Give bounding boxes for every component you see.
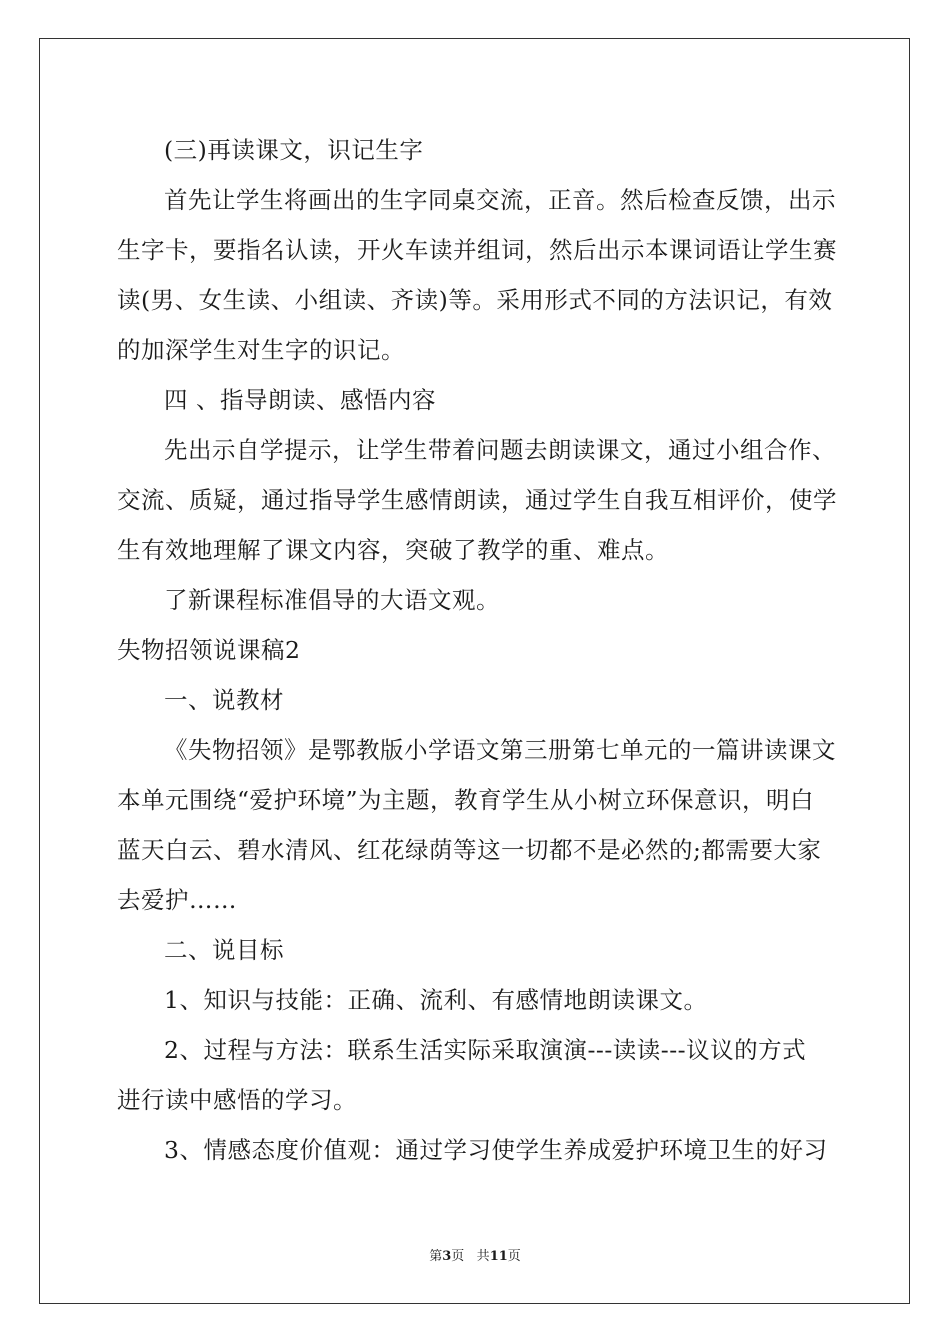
text-line: 了新课程标准倡导的大语文观。 — [164, 586, 500, 614]
text-line: 失物招领说课稿2 — [117, 636, 301, 664]
text-line: 1、知识与技能：正确、流利、有感情地朗读课文。 — [164, 986, 708, 1014]
text-line: 的加深学生对生字的识记。 — [117, 336, 405, 364]
page-prefix: 第 — [429, 1249, 443, 1264]
text-line: 蓝天白云、碧水清风、红花绿荫等这一切都不是必然的;都需要大家 — [117, 836, 822, 864]
text-line: 生字卡，要指名认读，开火车读并组词，然后出示本课词语让学生赛 — [117, 236, 837, 264]
text-line: 进行读中感悟的学习。 — [117, 1086, 357, 1114]
page-suffix: 页 — [451, 1249, 465, 1264]
text-line: 去爱护…… — [117, 886, 237, 914]
total-number: 11 — [489, 1249, 508, 1264]
text-line: 读(男、女生读、小组读、齐读)等。采用形式不同的方法识记，有效 — [117, 286, 833, 314]
page-footer — [0, 1245, 950, 1264]
document-body — [117, 128, 837, 1178]
page-number: 3 — [442, 1249, 452, 1264]
text-line: 《失物招领》是鄂教版小学语文第三册第七单元的一篇讲读课文 — [164, 736, 836, 764]
total-suffix: 页 — [507, 1249, 521, 1264]
text-line: 生有效地理解了课文内容，突破了教学的重、难点。 — [117, 536, 669, 564]
total-prefix: 共 — [476, 1249, 490, 1264]
text-line: 一、说教材 — [164, 686, 284, 714]
text-line: 3、情感态度价值观：通过学习使学生养成爱护环境卫生的好习 — [164, 1136, 828, 1164]
text-line: 本单元围绕“爱护环境”为主题，教育学生从小树立环保意识，明白 — [117, 786, 815, 814]
text-line: 2、过程与方法：联系生活实际采取演演---读读---议议的方式 — [164, 1036, 807, 1064]
text-line: 交流、质疑，通过指导学生感情朗读，通过学生自我互相评价，使学 — [117, 486, 837, 514]
text-line: 首先让学生将画出的生字同桌交流，正音。然后检查反馈，出示 — [164, 186, 836, 214]
text-line: 先出示自学提示，让学生带着问题去朗读课文，通过小组合作、 — [164, 436, 836, 464]
text-line: (三)再读课文，识记生字 — [164, 136, 424, 164]
text-line: 二、说目标 — [164, 936, 284, 964]
text-line: 四 、指导朗读、感悟内容 — [164, 386, 436, 414]
